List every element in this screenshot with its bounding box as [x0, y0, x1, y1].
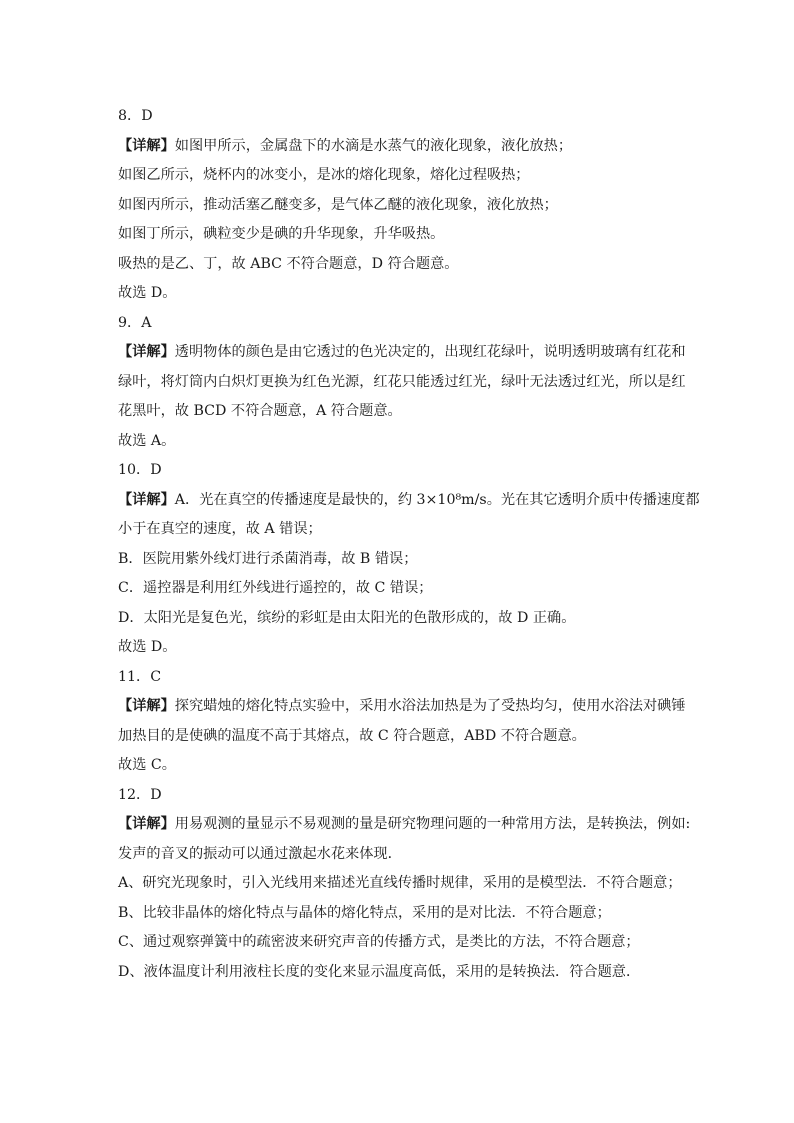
question-number: 10．D — [118, 462, 162, 478]
answer-line: C．遥控器是利用红外线进行遥控的，故 C 错误； — [118, 580, 433, 596]
answer-line: 绿叶，将灯筒内白炽灯更换为红色光源，红花只能透过红光，绿叶无法透过红光，所以是红 — [118, 373, 686, 390]
answer-line: 小于在真空的速度，故 A 错误； — [118, 521, 322, 537]
detail-tag: 【详解】 — [118, 491, 175, 508]
detail-tag: 【详解】 — [118, 344, 175, 360]
question-number: 8．D — [118, 108, 153, 124]
answer-line: 如图乙所示，烧杯内的冰变小，是冰的熔化现象，熔化过程吸热； — [118, 167, 530, 183]
detail-tag: 【详解】 — [118, 816, 175, 832]
answer-line: 【详解】透明物体的颜色是由它透过的色光决定的，出现红花绿叶，说明透明玻璃有红花和 — [118, 344, 686, 360]
answer-line: 发声的音叉的振动可以通过激起水花来体现． — [118, 845, 402, 862]
option-line: A、研究光现象时，引入光线用来描述光直线传播时规律，采用的是模型法．不符合题意； — [118, 875, 682, 891]
detail-tag: 【详解】 — [118, 137, 175, 154]
answer-line: B．医院用紫外线灯进行杀菌消毒，故 B 错误； — [118, 550, 418, 567]
answer-line: 如图丁所示，碘粒变少是碘的升华现象，升华吸热。 — [118, 226, 445, 242]
answer-line: 花黑叶，故 BCD 不符合题意，A 符合题意。 — [118, 403, 402, 419]
option-line: C、通过观察弹簧中的疏密波来研究声音的传播方式，是类比的方法，不符合题意； — [118, 934, 640, 950]
answer-line: 吸热的是乙、丁，故 ABC 不符合题意，D 符合题意。 — [118, 255, 459, 272]
question-number: 9．A — [118, 314, 152, 331]
answer-conclusion: 故选 D。 — [118, 285, 177, 301]
option-line: B、比较非晶体的熔化特点与晶体的熔化特点，采用的是对比法．不符合题意； — [118, 904, 611, 921]
option-line: D、液体温度计利用液柱长度的变化来显示温度高低，采用的是转换法．符合题意． — [118, 963, 641, 980]
answer-line: 加热目的是使碘的温度不高于其熔点，故 C 符合题意，ABD 不符合题意。 — [118, 727, 586, 744]
answer-conclusion: 故选 D。 — [118, 639, 177, 655]
answer-conclusion: 故选 A。 — [118, 432, 176, 449]
answer-line: D．太阳光是复色光，缤纷的彩虹是由太阳光的色散形成的，故 D 正确。 — [118, 609, 576, 626]
answer-line: 【详解】A．光在真空的传播速度是最快的，约 3×10⁸m/s。光在其它透明介质中传播速度都 — [118, 491, 700, 508]
answer-line: 【详解】用易观测的量显示不易观测的量是研究物理问题的一种常用方法，是转换法，例如: — [118, 816, 691, 832]
question-number: 11．C — [118, 668, 162, 685]
answer-line: 如图丙所示，推动活塞乙醚变多，是气体乙醚的液化现象，液化放热； — [118, 196, 558, 213]
answer-conclusion: 故选 C。 — [118, 757, 176, 773]
question-number: 12．D — [118, 786, 162, 803]
answer-line: 【详解】如图甲所示，金属盘下的水滴是水蒸气的液化现象，液化放热； — [118, 137, 573, 154]
answer-content — [118, 102, 700, 987]
detail-tag: 【详解】 — [118, 698, 175, 714]
answer-line: 【详解】探究蜡烛的熔化特点实验中，采用水浴法加热是为了受热均匀，使用水浴法对碘锤 — [118, 698, 686, 714]
